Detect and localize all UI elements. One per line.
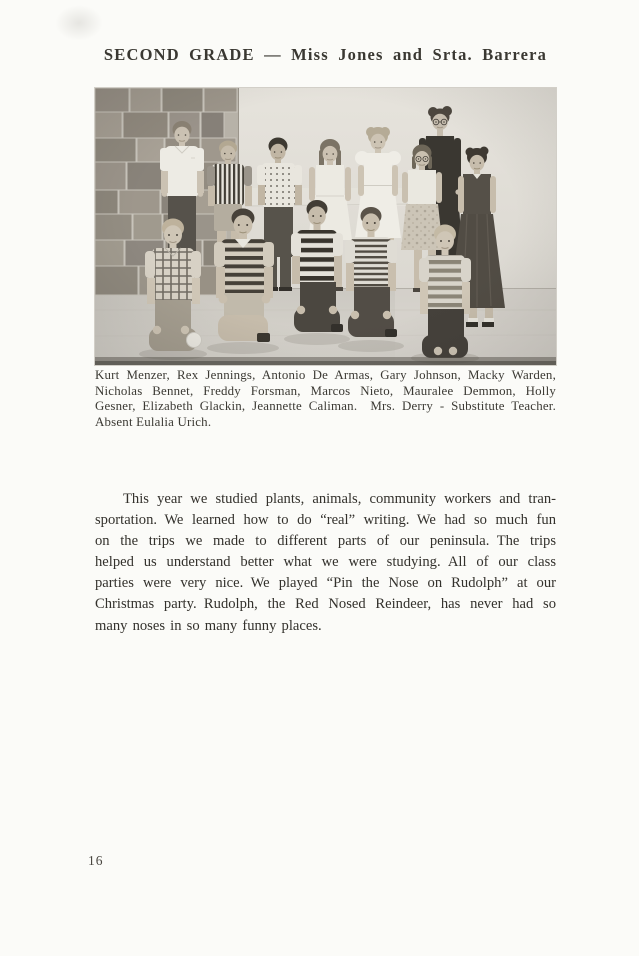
photo-edge-effects	[95, 88, 556, 365]
paragraph-line: Christmas party. Rudolph, the Red Nosed Reindeer, has never had so	[95, 596, 556, 613]
paragraph-line: many noses in so many funny places.	[95, 617, 322, 634]
paragraph-line: helped us understand better what we were studying. All of our class	[95, 554, 556, 571]
class-photo-illustration	[95, 88, 556, 365]
photo-caption	[95, 368, 556, 430]
scan-smudge	[55, 5, 103, 41]
class-photo	[95, 88, 556, 365]
page-title: SECOND GRADE — Miss Jones and Srta. Barrera	[103, 45, 548, 64]
caption-line: Kurt Menzer, Rex Jennings, Antonio De Armas, Gary Johnson, Macky Warden,	[95, 368, 556, 382]
caption-line: Nicholas Bennet, Freddy Forsman, Marcos Nieto, Mauralee Demmon, Holly	[95, 383, 556, 398]
paragraph-line: parties were very nice. We played “Pin the Nose on Rudolph” at our	[95, 575, 556, 592]
caption-line: Absent Eulalia Urich.	[95, 414, 212, 429]
paragraph-line: on the trips we made to different parts of our peninsula. The trips	[95, 533, 556, 550]
body-paragraph	[95, 489, 556, 637]
page-number: 16	[88, 853, 104, 868]
paragraph-line: sportation. We learned how to do “real” writing. We had so much fun	[95, 512, 556, 529]
caption-line: Gesner, Elizabeth Glackin, Jeannette Caliman. Mrs. Derry - Substitute Teacher.	[95, 399, 556, 414]
paragraph-line: This year we studied plants, animals, community workers and tran-	[123, 491, 556, 507]
